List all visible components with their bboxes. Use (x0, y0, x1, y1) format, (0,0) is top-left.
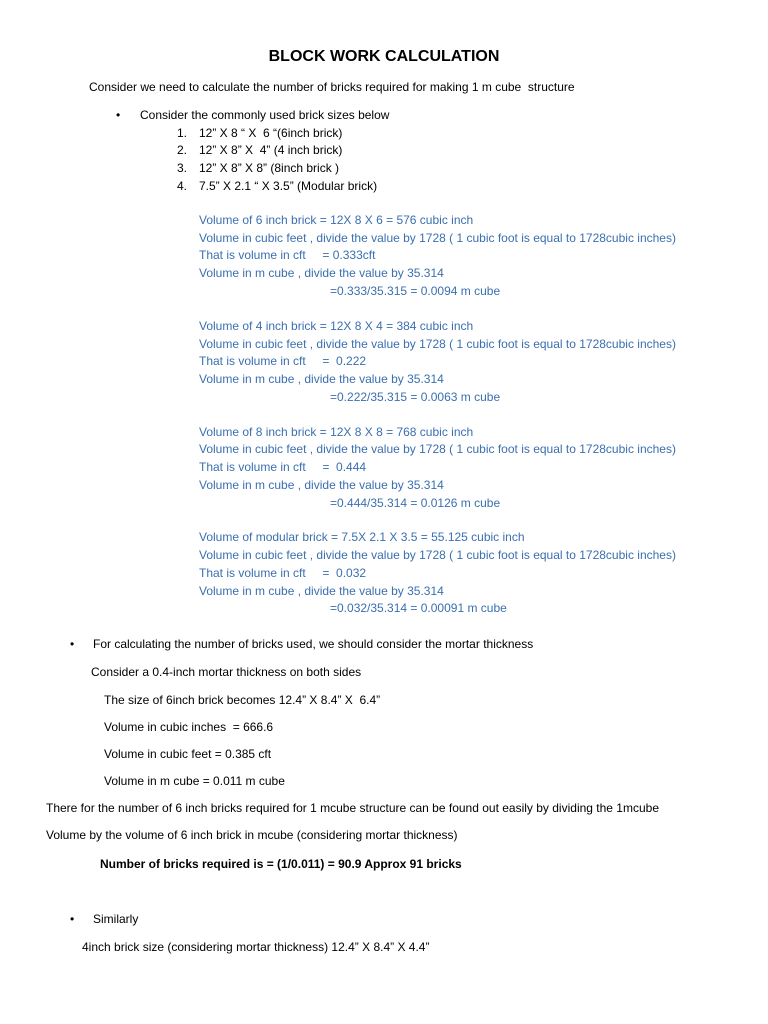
mortar-line: Volume in cubic feet = 0.385 cft (104, 747, 272, 761)
list-number: 1. (177, 126, 188, 140)
bullet-mortar: For calculating the number of bricks used, we should consider the mortar thickness (93, 637, 534, 651)
therefore-text: There for the number of 6 inch bricks required for 1 mcube structure can be found out easily by dividing the 1mcube (46, 801, 659, 815)
mortar-line: Volume in m cube = 0.011 m cube (104, 774, 285, 788)
calc-line: Volume in cubic feet , divide the value by 1728 ( 1 cubic foot is equal to 1728cubic inches) (199, 231, 676, 245)
list-number: 4. (177, 179, 188, 193)
result-text: Number of bricks required is = (1/0.011) = 90.9 Approx 91 bricks (100, 857, 462, 871)
calc-line: Volume in cubic feet , divide the value by 1728 ( 1 cubic foot is equal to 1728cubic inches) (199, 442, 676, 456)
calc-line: Volume of 4 inch brick = 12X 8 X 4 = 384 cubic inch (199, 319, 474, 333)
list-number: 3. (177, 161, 188, 175)
mortar-line: The size of 6inch brick becomes 12.4” X 8.4” X 6.4” (104, 693, 381, 707)
calc-line: Volume of 8 inch brick = 12X 8 X 8 = 768 cubic inch (199, 425, 474, 439)
calc-result: =0.032/35.314 = 0.00091 m cube (330, 601, 507, 615)
bullet-brick-sizes: Consider the commonly used brick sizes below (140, 108, 390, 122)
list-item-text: 7.5” X 2.1 “ X 3.5” (Modular brick) (199, 179, 378, 193)
bullet-similarly: Similarly (93, 912, 139, 926)
bullet-dot: • (116, 108, 121, 122)
calc-line: Volume in cubic feet , divide the value by 1728 ( 1 cubic foot is equal to 1728cubic inches) (199, 337, 676, 351)
calc-line: Volume in m cube , divide the value by 35.314 (199, 584, 444, 598)
list-item-text: 12” X 8” X 4” (4 inch brick) (199, 143, 343, 157)
calc-line: That is volume in cft = 0.333cft (199, 248, 376, 262)
page-title: BLOCK WORK CALCULATION (268, 48, 500, 65)
mortar-line: Volume in cubic inches = 666.6 (104, 720, 274, 734)
calc-line: Volume in cubic feet , divide the value by 1728 ( 1 cubic foot is equal to 1728cubic inches) (199, 548, 676, 562)
calc-line: That is volume in cft = 0.444 (199, 460, 367, 474)
therefore-text: Volume by the volume of 6 inch brick in mcube (considering mortar thickness) (46, 828, 458, 842)
bullet-dot: • (70, 637, 75, 651)
calc-line: Volume in m cube , divide the value by 35.314 (199, 478, 444, 492)
calc-result: =0.222/35.315 = 0.0063 m cube (330, 390, 501, 404)
calc-line: That is volume in cft = 0.032 (199, 566, 367, 580)
list-number: 2. (177, 143, 188, 157)
calc-line: Volume of 6 inch brick = 12X 8 X 6 = 576 cubic inch (199, 213, 474, 227)
calc-line: Volume in m cube , divide the value by 35.314 (199, 266, 444, 280)
calc-line: Volume of modular brick = 7.5X 2.1 X 3.5 = 55.125 cubic inch (199, 530, 525, 544)
calc-line: Volume in m cube , divide the value by 35.314 (199, 372, 444, 386)
calc-result: =0.333/35.315 = 0.0094 m cube (330, 284, 501, 298)
intro-text: Consider we need to calculate the number of bricks required for making 1 m cube structure (89, 80, 575, 94)
list-item-text: 12” X 8 “ X 6 “(6inch brick) (199, 126, 343, 140)
calc-result: =0.444/35.314 = 0.0126 m cube (330, 496, 501, 510)
bullet-dot: • (70, 912, 75, 926)
similarly-line: 4inch brick size (considering mortar thickness) 12.4” X 8.4” X 4.4” (82, 940, 430, 954)
mortar-intro: Consider a 0.4-inch mortar thickness on both sides (91, 665, 362, 679)
calc-line: That is volume in cft = 0.222 (199, 354, 367, 368)
list-item-text: 12” X 8” X 8” (8inch brick ) (199, 161, 340, 175)
